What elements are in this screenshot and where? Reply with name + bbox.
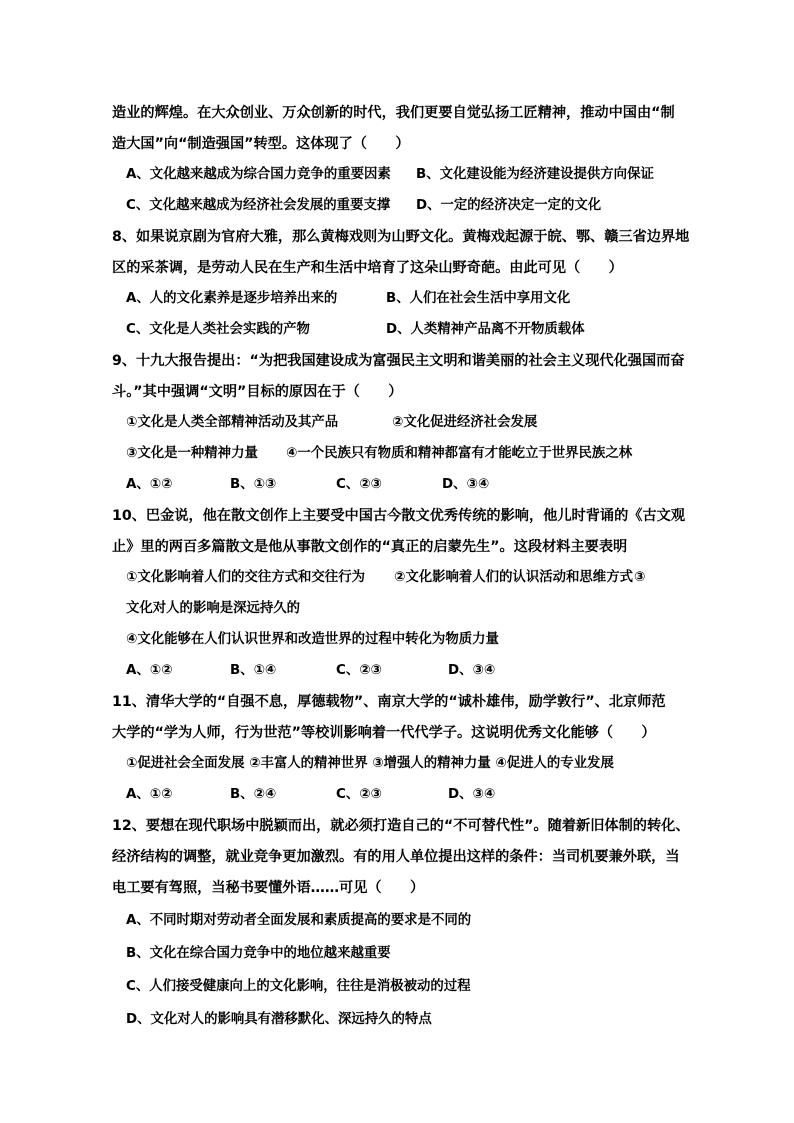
q9-statement-4: ④一个民族只有物质和精神都富有才能屹立于世界民族之林 [286,446,633,461]
q7-line-1: 造业的辉煌。在大众创业、万众创新的时代，我们更要自觉弘扬工匠精神，推动中国由“制 [112,105,675,121]
q10-statement-1: ①文化影响着人们的交往方式和交往行为 [126,570,365,585]
q7-line-2: 造大国”向“制造强国”转型。这体现了（ ） [112,136,410,152]
q7-option-a: A、文化越来越成为综合国力竞争的重要因素 [126,167,391,182]
q10-statement-3-text: 文化对人的影响是深远持久的 [126,601,301,616]
q8-line-1: 8、如果说京剧为官府大雅，那么黄梅戏则为山野文化。黄梅戏起源于皖、鄂、赣三省边界地 [112,229,690,245]
q9-option-d: D、③④ [442,477,490,492]
q8-option-c: C、文化是人类社会实践的产物 [126,322,310,337]
q10-statement-2: ②文化影响着人们的认识活动和思维方式 [394,570,633,585]
q11-option-c: C、②③ [336,787,382,802]
q9-statement-1: ①文化是人类全部精神活动及其产品 [126,415,339,430]
q7-option-b: B、文化建设能为经济建设提供方向保证 [416,167,654,182]
q11-option-a: A、①② [126,787,173,802]
q9-statement-row-2 [126,445,633,463]
q12-option-d: D、文化对人的影响具有潜移默化、深远持久的特点 [126,1012,432,1027]
q9-statement-3: ③文化是一种精神力量 [126,446,258,461]
q9-line-1: 9、十九大报告提出：“为把我国建设成为富强民主文明和谐美丽的社会主义现代化强国而奋 [112,353,685,369]
q10-option-a: A、①② [126,663,173,678]
q10-statement-row-1 [126,569,646,587]
q7-option-row-2 [126,197,602,215]
q11-statements: ①促进社会全面发展 ②丰富人的精神世界 ③增强人的精神力量 ④促进人的专业发展 [126,756,614,771]
q8-option-d: D、人类精神产品离不开物质载体 [386,322,585,337]
q11-option-d: D、③④ [448,787,496,802]
q9-statement-row-1 [126,414,538,432]
q10-option-row [126,662,496,680]
q10-option-d: D、③④ [448,663,496,678]
q8-option-row-2 [126,321,585,339]
q12-line-1: 12、要想在现代职场中脱颖而出，就必须打造自己的“不可替代性”。随着新旧体制的转化、 [112,818,690,834]
q7-option-row-1 [126,166,654,184]
q10-statement-3-marker: ③ [634,570,646,585]
q9-statement-2: ②文化促进经济社会发展 [392,415,538,430]
q11-option-row [126,786,496,804]
q8-option-row-1 [126,290,571,308]
q11-line-1: 11、清华大学的“自强不息，厚德载物”、南京大学的“诚朴雄伟，励学敦行”、北京师范 [112,694,666,710]
q11-option-b: B、②④ [230,787,277,802]
q10-option-c: C、②③ [336,663,382,678]
q8-option-a: A、人的文化素养是逐步培养出来的 [126,291,338,306]
q9-option-row [126,476,490,494]
q9-option-c: C、②③ [336,477,382,492]
q9-option-b: B、①③ [230,477,277,492]
q10-statement-4: ④文化能够在人们认识世界和改造世界的过程中转化为物质力量 [126,632,499,647]
q9-line-2: 斗。”其中强调“文明”目标的原因在于（ ） [112,384,403,400]
q10-line-2: 止》里的两百多篇散文是他从事散文创作的“真正的启蒙先生”。这段材料主要表明 [112,539,628,555]
q12-option-c: C、人们接受健康向上的文化影响，往往是消极被动的过程 [126,979,471,994]
q8-line-2: 区的采茶调，是劳动人民在生产和生活中培育了这朵山野奇葩。由此可见（ ） [112,260,623,276]
q12-option-a: A、不同时期对劳动者全面发展和素质提高的要求是不同的 [126,913,472,928]
q10-line-1: 10、巴金说，他在散文创作上主要受中国古今散文优秀传统的影响，他儿时背诵的《古文观 [112,508,686,524]
q12-option-b: B、文化在综合国力竞争中的地位越来越重要 [126,946,391,961]
q8-option-b: B、人们在社会生活中享用文化 [386,291,571,306]
q12-line-3: 电工要有驾照，当秘书要懂外语……可见（ ） [112,880,425,896]
q7-option-c: C、文化越来越成为经济社会发展的重要支撑 [126,198,391,213]
q12-line-2: 经济结构的调整，就业竞争更加激烈。有的用人单位提出这样的条件：当司机要兼外联，当 [112,849,680,865]
q11-line-2: 大学的“学为人师，行为世范”等校训影响着一代代学子。这说明优秀文化能够（ ） [112,725,656,741]
q7-option-d: D、一定的经济决定一定的文化 [416,198,602,213]
q9-option-a: A、①② [126,477,173,492]
q10-option-b: B、①④ [230,663,277,678]
